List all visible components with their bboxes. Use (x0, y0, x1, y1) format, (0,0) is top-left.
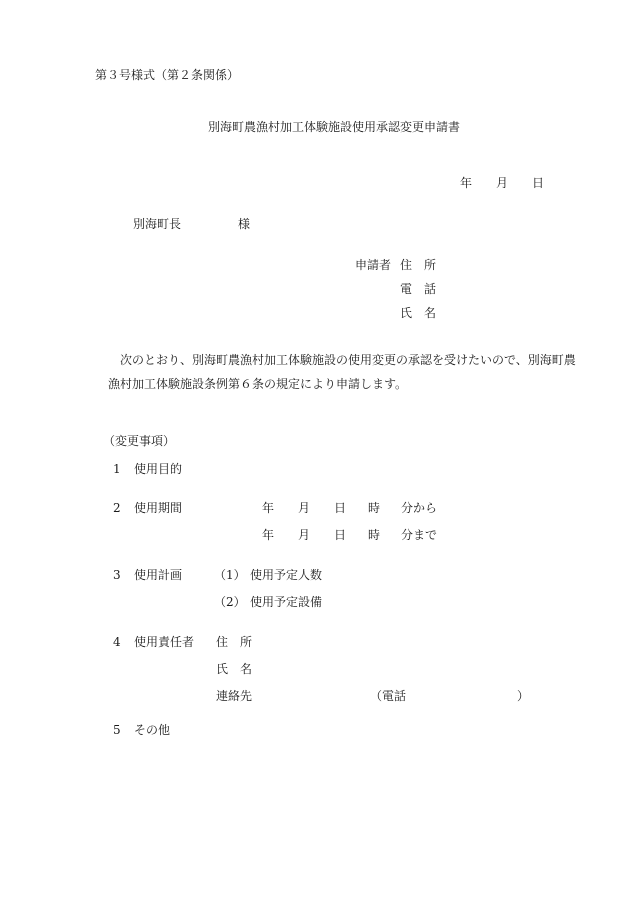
body-text-line2: 漁村加工体験施設条例第６条の規定により申請します。 (108, 377, 408, 391)
plan-sub1-number: （1） (214, 568, 246, 582)
responsible-phone-close: ） (517, 689, 530, 703)
body-text-line1: 次のとおり、別海町農漁村加工体験施設の使用変更の承認を受けたいので、別海町農 (120, 353, 576, 367)
item-period-number: 2 (113, 501, 121, 515)
plan-sub2-label: 使用予定設備 (250, 595, 323, 609)
period-from-day: 日 (334, 501, 347, 515)
period-from-suffix: 分から (401, 501, 438, 515)
date-day: 日 (532, 176, 545, 190)
item-other-label: その他 (134, 723, 171, 737)
period-to-hour: 時 (368, 528, 381, 542)
plan-sub2-number: （2） (214, 595, 246, 609)
period-to-year: 年 (262, 528, 275, 542)
date-month: 月 (496, 176, 509, 190)
item-plan-label: 使用計画 (134, 568, 183, 582)
item-period-label: 使用期間 (134, 501, 183, 515)
responsible-contact-label: 連絡先 (216, 689, 253, 703)
period-to-month: 月 (298, 528, 311, 542)
responsible-address-label: 住 所 (216, 635, 253, 649)
item-plan-number: 3 (113, 568, 121, 582)
applicant-phone-label: 電 話 (400, 282, 437, 296)
period-from-hour: 時 (368, 501, 381, 515)
period-to-suffix: 分まで (401, 528, 438, 542)
item-purpose-label: 使用目的 (134, 462, 183, 476)
form-number: 第３号様式（第２条関係） (95, 68, 240, 82)
responsible-name-label: 氏 名 (216, 662, 253, 676)
period-from-month: 月 (298, 501, 311, 515)
addressee-name: 別海町長 (133, 217, 182, 231)
responsible-phone-open: （電話 (370, 689, 407, 703)
date-line (460, 176, 544, 190)
document-title: 別海町農漁村加工体験施設使用承認変更申請書 (208, 120, 461, 134)
applicant-label: 申請者 (355, 258, 392, 272)
plan-sub1-label: 使用予定人数 (250, 568, 323, 582)
applicant-name-label: 氏 名 (400, 306, 437, 320)
item-responsible-number: 4 (113, 635, 121, 649)
item-purpose-number: 1 (113, 462, 121, 476)
changes-heading: （変更事項） (103, 434, 176, 448)
applicant-address-label: 住 所 (400, 258, 437, 272)
period-to-day: 日 (334, 528, 347, 542)
item-other-number: 5 (113, 723, 121, 737)
addressee-honorific: 様 (238, 217, 251, 231)
item-responsible-label: 使用責任者 (134, 635, 195, 649)
period-from-year: 年 (262, 501, 275, 515)
date-year: 年 (460, 176, 473, 190)
